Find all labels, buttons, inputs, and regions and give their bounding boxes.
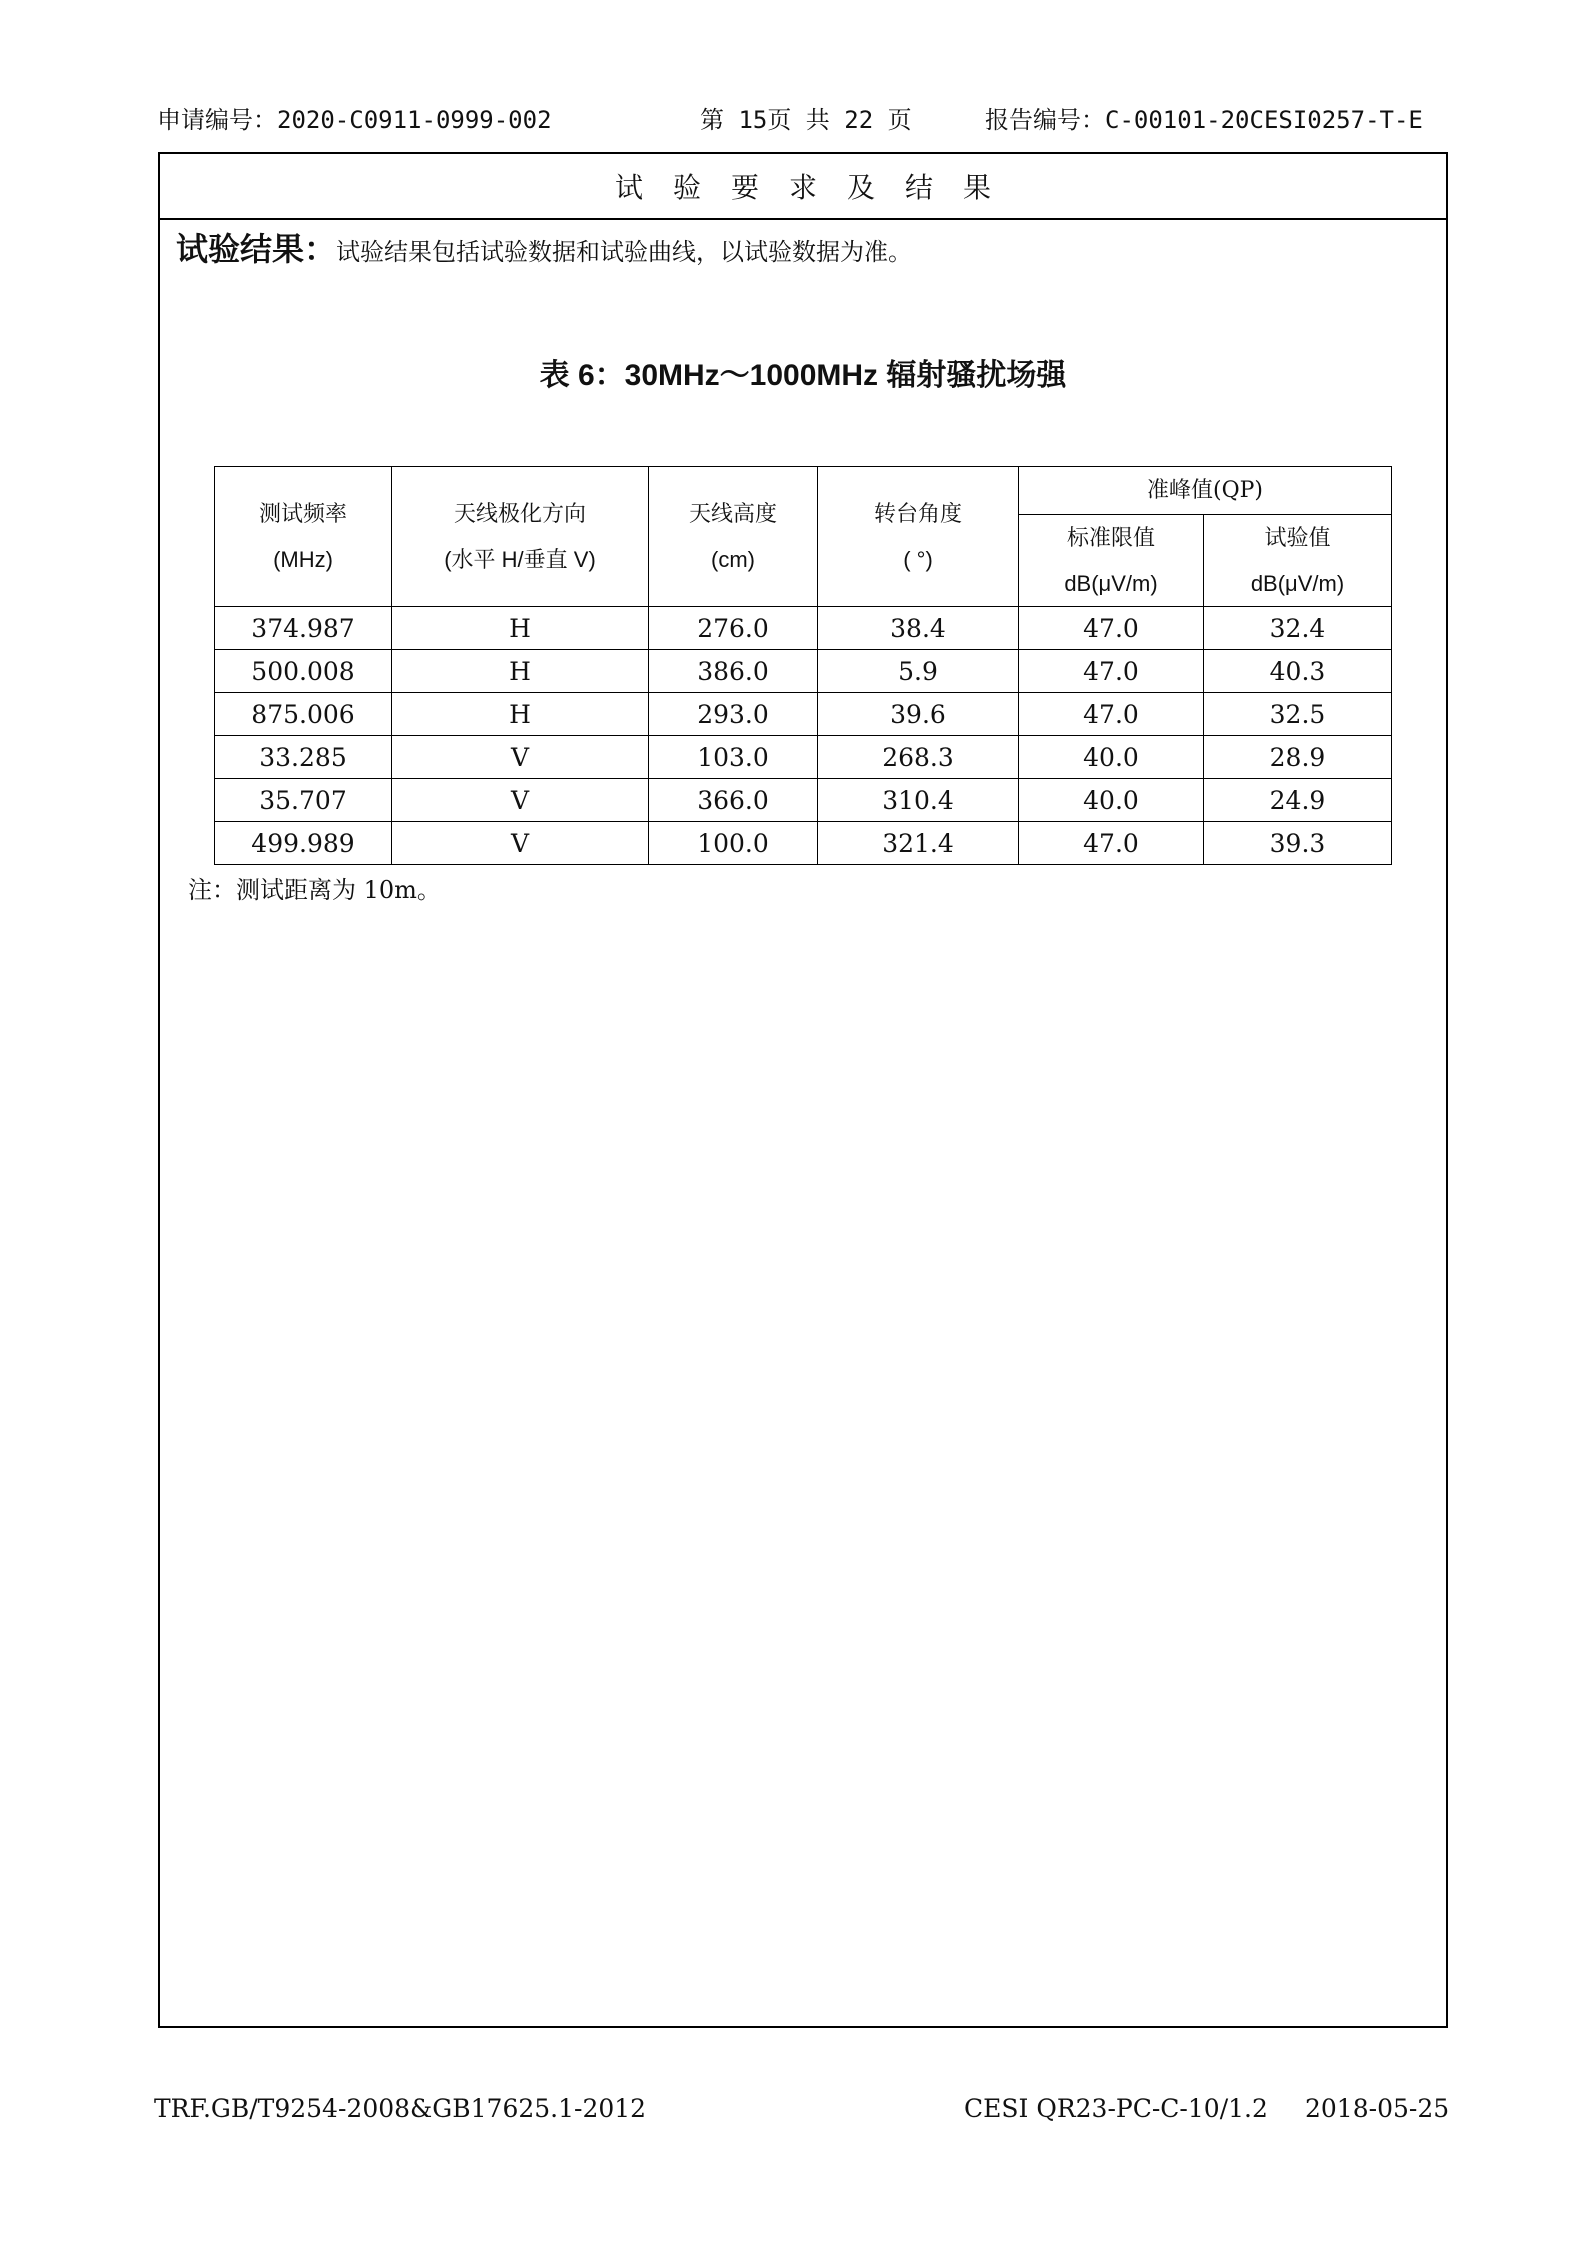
header-frequency: [215, 467, 392, 607]
cell-angle: 38.4: [818, 607, 1019, 650]
cell-height: 386.0: [649, 650, 818, 693]
header-measured-label: 试验值: [1264, 525, 1331, 551]
header-limit-label: 标准限值: [1066, 525, 1155, 551]
result-label: 试验结果：: [176, 230, 337, 268]
header-height-unit: (cm): [711, 546, 755, 572]
header-polarization-sub: (水平 H/垂直 V): [444, 546, 596, 572]
header-limit: [1019, 515, 1204, 607]
header-frequency-label: 测试频率: [258, 501, 347, 527]
cell-measured: 28.9: [1204, 736, 1392, 779]
cell-measured: 32.4: [1204, 607, 1392, 650]
table-row: [215, 693, 1392, 736]
cell-angle: 5.9: [818, 650, 1019, 693]
cell-polarization: H: [392, 693, 649, 736]
table-row: [215, 822, 1392, 865]
header-frequency-unit: (MHz): [273, 546, 333, 572]
cell-height: 276.0: [649, 607, 818, 650]
cell-measured: 39.3: [1204, 822, 1392, 865]
emission-data-table: [214, 466, 1392, 865]
table-note: 注：测试距离为 10m。: [188, 876, 441, 904]
application-number: 申请编号：2020-C0911-0999-002: [157, 106, 552, 134]
content-frame: [158, 152, 1448, 2028]
cell-height: 293.0: [649, 693, 818, 736]
table-row: [215, 779, 1392, 822]
cell-angle: 268.3: [818, 736, 1019, 779]
cell-polarization: V: [392, 779, 649, 822]
cell-angle: 321.4: [818, 822, 1019, 865]
cell-limit: 40.0: [1019, 779, 1204, 822]
table-row: [215, 736, 1392, 779]
cell-frequency: 500.008: [215, 650, 392, 693]
table-row: [215, 650, 1392, 693]
cell-frequency: 33.285: [215, 736, 392, 779]
cell-limit: 47.0: [1019, 650, 1204, 693]
cell-frequency: 499.989: [215, 822, 392, 865]
footer-form-code: CESI QR23-PC-C-10/1.2: [964, 2094, 1268, 2123]
header-angle: [818, 467, 1019, 607]
report-number: 报告编号：C-00101-20CESI0257-T-E: [985, 106, 1423, 134]
cell-measured: 32.5: [1204, 693, 1392, 736]
cell-height: 100.0: [649, 822, 818, 865]
cell-polarization: V: [392, 736, 649, 779]
cell-angle: 39.6: [818, 693, 1019, 736]
cell-height: 366.0: [649, 779, 818, 822]
result-statement: [176, 224, 912, 270]
cell-measured: 40.3: [1204, 650, 1392, 693]
header-angle-unit: ( °): [903, 546, 933, 572]
cell-height: 103.0: [649, 736, 818, 779]
cell-frequency: 374.987: [215, 607, 392, 650]
page-number: 第 15页 共 22 页: [700, 106, 912, 134]
cell-frequency: 35.707: [215, 779, 392, 822]
cell-polarization: H: [392, 607, 649, 650]
cell-polarization: H: [392, 650, 649, 693]
header-measured-unit: dB(μV/m): [1250, 570, 1345, 596]
header-height-label: 天线高度: [688, 501, 777, 527]
table-caption: 表 6：30MHz～1000MHz 辐射骚扰场强: [539, 359, 1067, 392]
cell-polarization: V: [392, 822, 649, 865]
header-quasi-peak: 准峰值(QP): [1019, 467, 1392, 515]
cell-limit: 47.0: [1019, 822, 1204, 865]
footer-standard: TRF.GB/T9254-2008&GB17625.1-2012: [154, 2094, 647, 2123]
cell-limit: 47.0: [1019, 607, 1204, 650]
footer-date: 2018-05-25: [1305, 2094, 1450, 2123]
section-title: 试验要求及结果: [160, 154, 1446, 220]
header-measured: [1204, 515, 1392, 607]
cell-frequency: 875.006: [215, 693, 392, 736]
header-polarization-label: 天线极化方向: [453, 501, 586, 527]
header-angle-label: 转台角度: [873, 501, 962, 527]
header-limit-unit: dB(μV/m): [1064, 570, 1158, 596]
header-polarization: [392, 467, 649, 607]
cell-limit: 40.0: [1019, 736, 1204, 779]
cell-angle: 310.4: [818, 779, 1019, 822]
cell-limit: 47.0: [1019, 693, 1204, 736]
result-text: 试验结果包括试验数据和试验曲线，以试验数据为准。: [336, 238, 913, 266]
header-height: [649, 467, 818, 607]
cell-measured: 24.9: [1204, 779, 1392, 822]
table-row: [215, 607, 1392, 650]
